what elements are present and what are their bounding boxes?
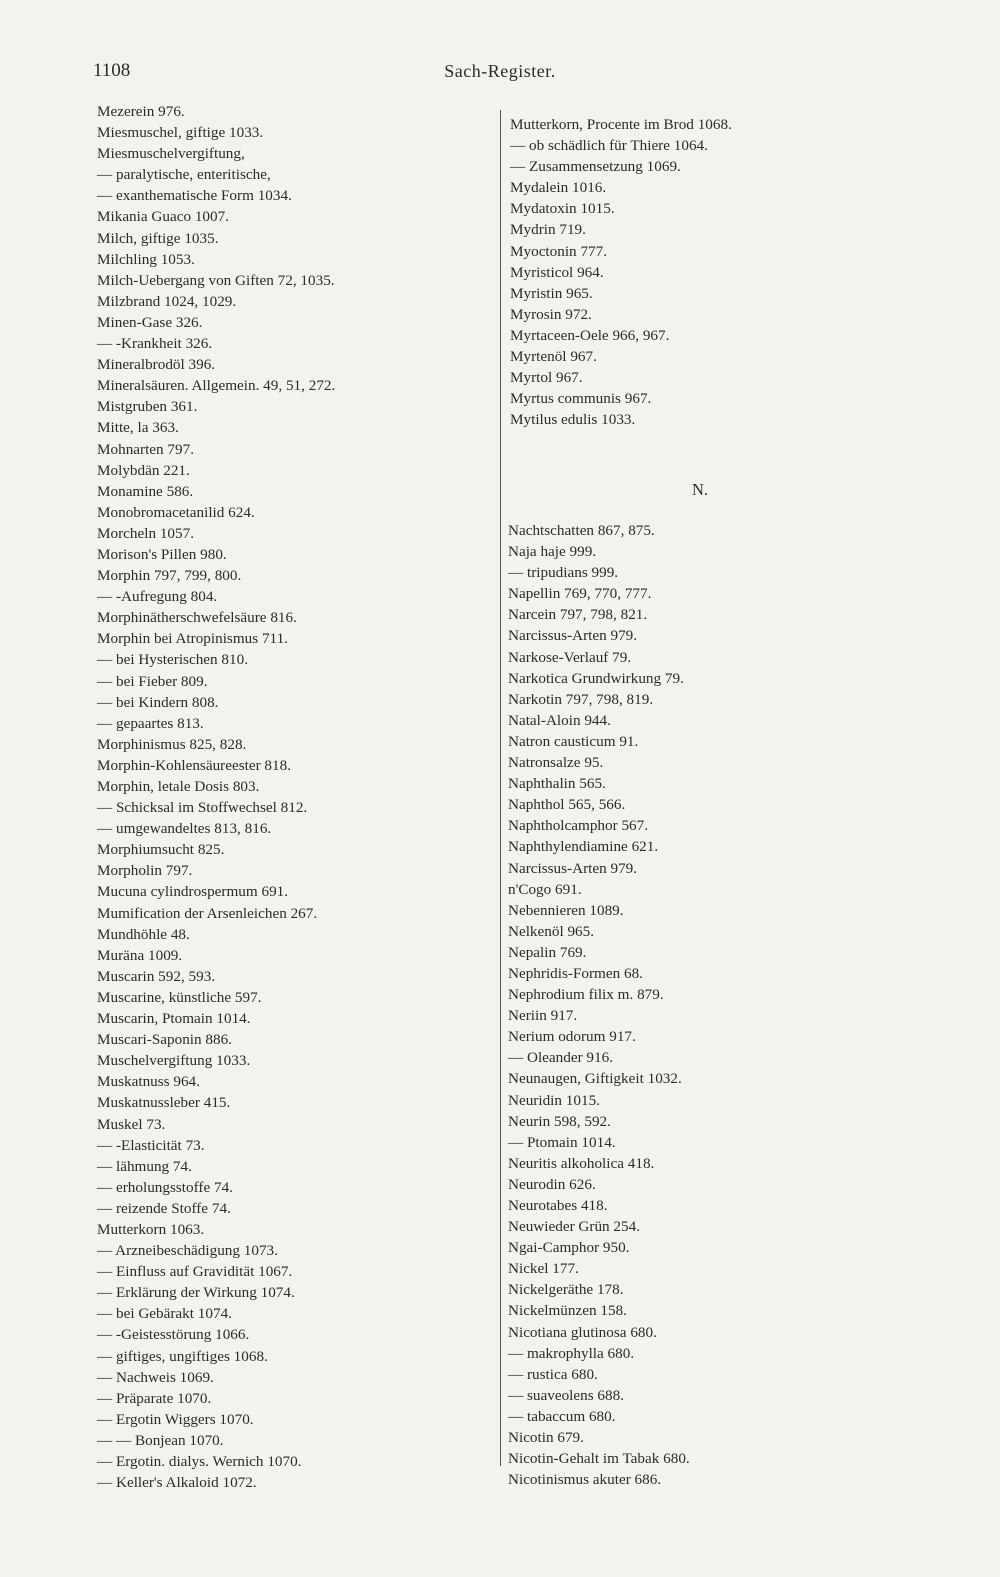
index-entry: Natronsalze 95. — [508, 754, 604, 772]
index-entry: — Arzneibeschädigung 1073. — [97, 1242, 278, 1260]
index-entry: Neuritis alkoholica 418. — [508, 1154, 655, 1172]
index-entry: Mumification der Arsenleichen 267. — [97, 904, 318, 922]
index-entry: — erholungsstoffe 74. — [97, 1178, 233, 1196]
index-entry: — suaveolens 688. — [508, 1386, 624, 1404]
index-entry: — -Elasticität 73. — [97, 1136, 205, 1154]
index-entry: Mydatoxin 1015. — [510, 200, 615, 218]
index-entry: Muschelvergiftung 1033. — [97, 1052, 251, 1070]
index-entry: Nelkenöl 965. — [508, 922, 595, 940]
index-entry: Muskatnussleber 415. — [97, 1094, 231, 1112]
index-entry: Morcheln 1057. — [97, 524, 195, 542]
index-entry: n'Cogo 691. — [508, 880, 582, 898]
index-entry: — Nachweis 1069. — [97, 1368, 214, 1386]
index-entry: — Zusammensetzung 1069. — [510, 158, 681, 176]
index-entry: — bei Kindern 808. — [97, 693, 219, 711]
index-entry: Naja haje 999. — [508, 543, 597, 561]
index-entry: Nebennieren 1089. — [508, 901, 624, 919]
index-entry: — Oleander 916. — [508, 1049, 614, 1067]
index-entry: Nachtschatten 867, 875. — [508, 522, 655, 539]
index-entry: Naphthol 565, 566. — [508, 796, 626, 814]
index-entry: Mydrin 719. — [510, 221, 586, 239]
index-entry: Mydalein 1016. — [510, 179, 607, 197]
index-entry: Narcein 797, 798, 821. — [508, 606, 648, 624]
index-entry: Muskatnuss 964. — [97, 1073, 200, 1091]
index-entry: Naphthylendiamine 621. — [508, 838, 659, 856]
index-entry: Neriin 917. — [508, 1007, 578, 1025]
index-entry: — Schicksal im Stoffwechsel 812. — [97, 799, 308, 817]
index-entry: Mucuna cylindrospermum 691. — [97, 883, 289, 901]
left-column — [97, 101, 497, 1493]
index-entry: Mezerein 976. — [97, 103, 185, 120]
index-entry: Milch, giftige 1035. — [97, 229, 219, 247]
index-entry: Mitte, la 363. — [97, 419, 179, 437]
index-entry: Nicotinismus akuter 686. — [508, 1471, 662, 1489]
index-entry: Minen-Gase 326. — [97, 313, 203, 331]
index-entry: Naphtholcamphor 567. — [508, 817, 649, 835]
index-entry: Morphin 797, 799, 800. — [97, 567, 242, 585]
index-entry: Morphinismus 825, 828. — [97, 735, 247, 753]
index-entry: — gepaartes 813. — [97, 714, 204, 732]
index-entry: Miesmuschelvergiftung, — [97, 145, 245, 163]
index-entry: Morison's Pillen 980. — [97, 545, 227, 563]
index-entry: Miesmuschel, giftige 1033. — [97, 124, 264, 142]
page-number: 1108 — [93, 60, 131, 81]
index-entry: Nepalin 769. — [508, 943, 587, 961]
index-entry: Nickel 177. — [508, 1260, 579, 1278]
index-entry: — exanthematische Form 1034. — [97, 187, 292, 205]
index-entry: — paralytische, enteritische, — [97, 166, 271, 184]
index-entry: — — Bonjean 1070. — [97, 1431, 224, 1449]
index-entry: Muscari-Saponin 886. — [97, 1031, 232, 1049]
index-entry: — Einfluss auf Gravidität 1067. — [97, 1263, 293, 1281]
index-entry: — makrophylla 680. — [508, 1344, 635, 1362]
right-column-n-entries — [508, 520, 838, 1490]
index-entry: — giftiges, ungiftiges 1068. — [97, 1347, 268, 1365]
index-entry: Milzbrand 1024, 1029. — [97, 292, 237, 310]
index-entry: Myristicol 964. — [510, 263, 604, 281]
index-entry: — bei Hysterischen 810. — [97, 651, 248, 669]
index-entry: Nerium odorum 917. — [508, 1028, 636, 1046]
index-entry: Milchling 1053. — [97, 250, 195, 268]
index-entry: Milch-Uebergang von Giften 72, 1035. — [97, 271, 335, 289]
index-entry: Monobromacetanilid 624. — [97, 503, 255, 521]
index-entry: Narkotin 797, 798, 819. — [508, 690, 654, 708]
index-entry: Neunaugen, Giftigkeit 1032. — [508, 1070, 682, 1088]
index-entry: Myrtaceen-Oele 966, 967. — [510, 326, 670, 344]
index-entry: — umgewandeltes 813, 816. — [97, 820, 272, 838]
index-entry: Natron causticum 91. — [508, 732, 639, 750]
index-entry: — lähmung 74. — [97, 1157, 192, 1175]
index-entry: Nicotin 679. — [508, 1429, 584, 1447]
index-entry: — bei Fieber 809. — [97, 672, 208, 690]
index-entry: Morphin, letale Dosis 803. — [97, 778, 260, 795]
index-entry: — rustica 680. — [508, 1365, 598, 1383]
index-entry: Neurotabes 418. — [508, 1197, 608, 1214]
index-entry: Ngai-Camphor 950. — [508, 1239, 630, 1257]
index-entry: Mohnarten 797. — [97, 440, 195, 458]
index-entry: Myrtol 967. — [510, 369, 583, 387]
index-entry: Morpholin 797. — [97, 862, 193, 880]
index-entry: — Ptomain 1014. — [508, 1133, 616, 1151]
index-entry: Molybdän 221. — [97, 461, 190, 479]
index-entry: Nephrodium filix m. 879. — [508, 986, 664, 1004]
right-column-top — [510, 114, 840, 430]
index-entry: Nicotiana glutinosa 680. — [508, 1323, 657, 1341]
index-entry: Morphiumsucht 825. — [97, 841, 225, 859]
index-entry: Mikania Guaco 1007. — [97, 208, 230, 226]
index-entry: Muräna 1009. — [97, 946, 183, 964]
index-entry: Mundhöhle 48. — [97, 925, 190, 943]
index-entry: Narcissus-Arten 979. — [508, 859, 638, 877]
index-entry: — -Geistesstörung 1066. — [97, 1326, 250, 1344]
index-entry: Muscarin 592, 593. — [97, 967, 216, 985]
index-entry: Muscarin, Ptomain 1014. — [97, 1010, 251, 1028]
index-entry: — -Krankheit 326. — [97, 335, 213, 353]
index-entry: — tabaccum 680. — [508, 1407, 616, 1425]
index-entry: Narkose-Verlauf 79. — [508, 648, 632, 666]
index-entry: Neurodin 626. — [508, 1175, 596, 1193]
section-letter: N. — [692, 480, 709, 499]
index-entry: Naphthalin 565. — [508, 775, 606, 793]
index-entry: Neurin 598, 592. — [508, 1112, 611, 1130]
index-entry: Napellin 769, 770, 777. — [508, 585, 652, 603]
index-entry: Mineralsäuren. Allgemein. 49, 51, 272. — [97, 377, 336, 395]
index-entry: Myristin 965. — [510, 284, 593, 302]
index-entry: Mineralbrodöl 396. — [97, 356, 216, 374]
index-entry: Myrtus communis 967. — [510, 390, 652, 408]
index-entry: Myrtenöl 967. — [510, 348, 597, 366]
index-entry: Nickelmünzen 158. — [508, 1302, 627, 1320]
index-entry: — reizende Stoffe 74. — [97, 1199, 231, 1217]
index-entry: Morphin-Kohlensäureester 818. — [97, 756, 292, 774]
index-entry: Narcissus-Arten 979. — [508, 627, 638, 645]
column-divider — [500, 110, 501, 1466]
index-entry: Mistgruben 361. — [97, 398, 198, 416]
index-entry: — tripudians 999. — [508, 564, 619, 582]
index-entry: — Präparate 1070. — [97, 1389, 212, 1407]
index-entry: Nephridis-Formen 68. — [508, 964, 643, 982]
index-entry: Myrosin 972. — [510, 305, 592, 323]
index-entry: Morphinätherschwefelsäure 816. — [97, 609, 297, 627]
index-entry: Muscarine, künstliche 597. — [97, 988, 262, 1006]
index-entry: Mutterkorn, Procente im Brod 1068. — [510, 116, 732, 133]
index-entry: — Ergotin. dialys. Wernich 1070. — [97, 1453, 302, 1470]
index-entry: — -Aufregung 804. — [97, 588, 218, 606]
index-entry: Narkotica Grundwirkung 79. — [508, 669, 684, 687]
index-entry: Mutterkorn 1063. — [97, 1220, 205, 1238]
index-entry: — ob schädlich für Thiere 1064. — [510, 137, 708, 155]
index-entry: Monamine 586. — [97, 482, 194, 500]
index-entry: Natal-Aloin 944. — [508, 711, 611, 729]
index-entry: — Erklärung der Wirkung 1074. — [97, 1284, 295, 1302]
running-head: Sach-Register. — [444, 61, 556, 81]
index-entry: — Keller's Alkaloid 1072. — [97, 1474, 257, 1492]
index-entry: Nicotin-Gehalt im Tabak 680. — [508, 1450, 690, 1468]
index-entry: — Ergotin Wiggers 1070. — [97, 1410, 254, 1428]
index-entry: Muskel 73. — [97, 1115, 166, 1133]
index-entry: Mytilus edulis 1033. — [510, 411, 636, 429]
index-entry: Myoctonin 777. — [510, 242, 608, 260]
index-entry: — bei Gebärakt 1074. — [97, 1305, 232, 1323]
index-entry: Nickelgeräthe 178. — [508, 1281, 624, 1299]
index-entry: Neuridin 1015. — [508, 1091, 600, 1109]
index-entry: Neuwieder Grün 254. — [508, 1218, 641, 1236]
index-entry: Morphin bei Atropinismus 711. — [97, 630, 288, 648]
